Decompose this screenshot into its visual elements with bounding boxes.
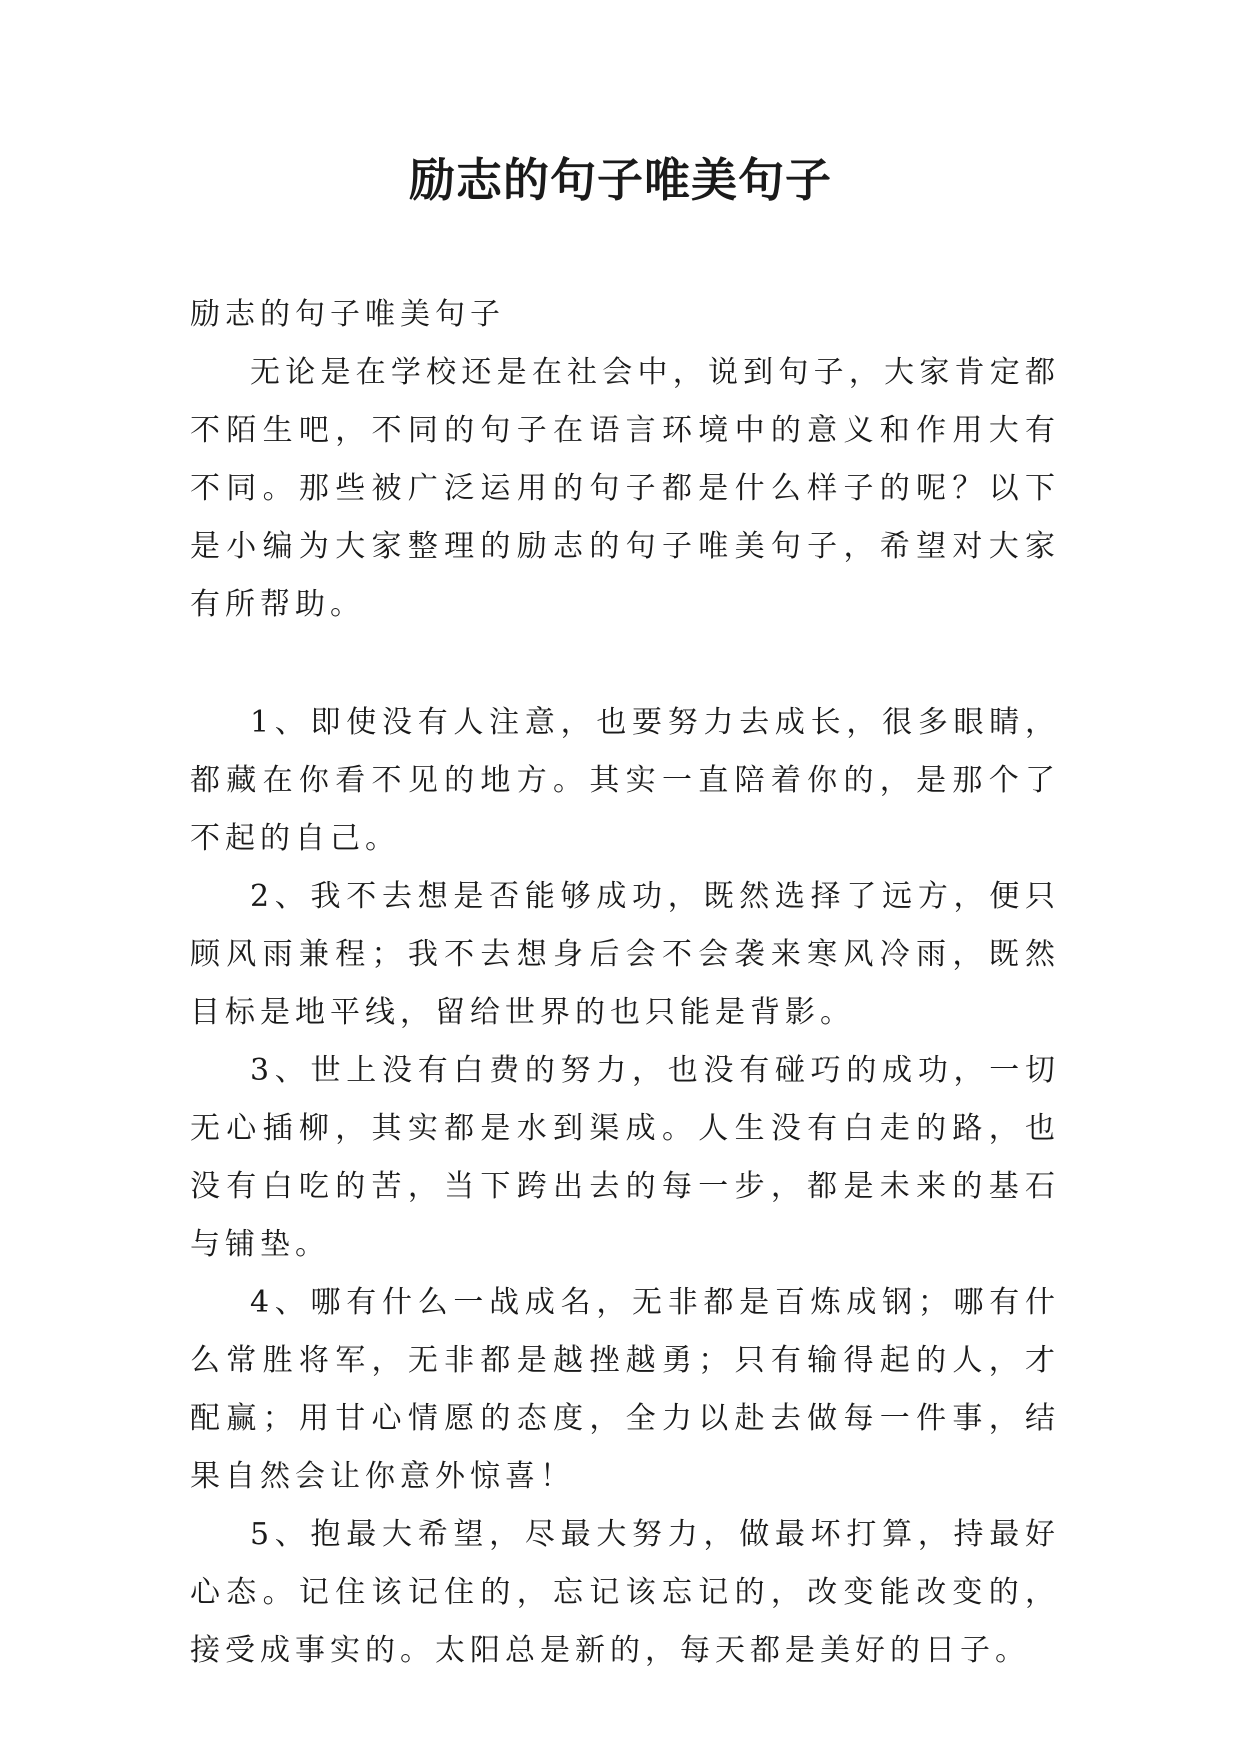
list-item: 5、抱最大希望，尽最大努力，做最坏打算，持最好心态。记住该记住的，忘记该忘记的，改变能改变的，接受成事实的。太阳总是新的，每天都是美好的日子。: [190, 1517, 1060, 1668]
list-item: 2、我不去想是否能够成功，既然选择了远方，便只顾风雨兼程；我不去想身后会不会袭来寒风冷雨，既然目标是地平线，留给世界的也只能是背影。: [190, 879, 1060, 1030]
paragraph-gap: [190, 634, 1060, 694]
list-item: 3、世上没有白费的努力，也没有碰巧的成功，一切无心插柳，其实都是水到渠成。人生没有白走的路，也没有白吃的苦，当下跨出去的每一步，都是未来的基石与铺垫。: [190, 1053, 1060, 1262]
page-title: 励志的句子唯美句子: [409, 153, 832, 207]
list-item: 1、即使没有人注意，也要努力去成长，很多眼睛，都藏在你看不见的地方。其实一直陪着你的，是那个了不起的自己。: [190, 705, 1060, 856]
document-body: [190, 286, 1060, 1680]
intro-paragraph: 无论是在学校还是在社会中，说到句子，大家肯定都不陌生吧，不同的句子在语言环境中的意义和作用大有不同。那些被广泛运用的句子都是什么样子的呢？以下是小编为大家整理的励志的句子唯美句子，希望对大家有所帮助。: [190, 355, 1060, 622]
list-item: 4、哪有什么一战成名，无非都是百炼成钢；哪有什么常胜将军，无非都是越挫越勇；只有输得起的人，才配赢；用甘心情愿的态度，全力以赴去做每一件事，结果自然会让你意外惊喜！: [190, 1285, 1060, 1494]
document-subtitle: 励志的句子唯美句子: [190, 297, 505, 332]
